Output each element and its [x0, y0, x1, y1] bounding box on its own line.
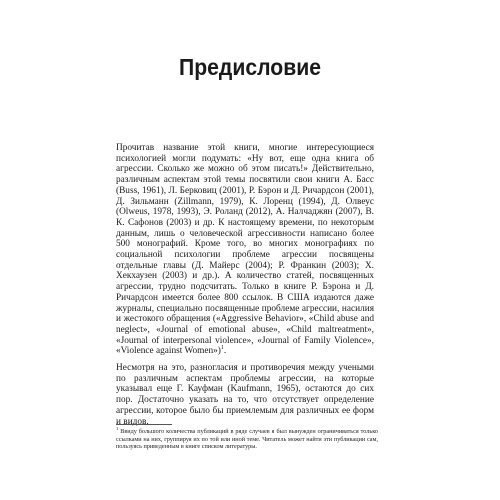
footnote-text: Ввиду большого количества публикаций в ряде случаев я был вынужден ограничиваться только ссылками на них, группируя их по той или иной теме. Читатель может найти эти публикации сам, пользуясь приведенным в книге списком литературы.	[116, 428, 378, 451]
footnote-divider	[116, 424, 172, 425]
footnote-ref: 1	[220, 345, 224, 352]
page-title: Предисловие	[179, 54, 321, 80]
paragraph-1-text: Прочитав название этой книги, многие интересующиеся психологией могли подумать: «Ну вот, еще одна книга об агрессии. Сколько же можно об этом писать!» Действительно, различным аспектам этой темы посвятили свои книги А. Басс (Buss, 1961), Л. Берковиц (2001), Р. Бэрон и Д. Ричардсон (2001), Д. Зильманн (Zillmann, 1979), К. Лоренц (1994), Д. Олвеус (Olweus, 1978, 1993), Э. Роланд (2012), А. Налчаджян (2007), В. К. Сафонов (2003) и др. К настоящему времени, по некоторым данным, лишь о человеческой агрессивности написано более 500 монографий. Кроме того, во многих монографиях по социальной психологии проблеме агрессии посвящены отдельные главы (Д. Майерс (2004); Р. Франкин (2003); Х. Хекхаузен (2003) и др.). А количество статей, посвященных агрессии, трудно подсчитать. Только в книге Р. Бэрона и Д. Ричардсон имеется более 800 ссылок. В США издаются даже журналы, специально посвященные проблеме агрессии, насилия и жестокого обращения («Aggressive Behavior», «Child abuse and neglect», «Journal of emotional abuse», «Child maltreatment», «Journal of interpersonal violence», «Journal of Family Violence», «Violence against Women»)	[116, 143, 374, 357]
paragraph-1	[116, 143, 374, 357]
body-text	[116, 143, 374, 427]
paragraph-1-end: .	[223, 346, 227, 357]
paragraph-2: Несмотря на это, разногласия и противоречия между учеными по различным аспектам проблемы агрессии, на которые указывал еще Г. Кауфман (Kaufmann, 1965), остаются до сих пор. Достаточно указать на то, что отсутствует определение агрессии, которое было бы приемлемым для различных ее форм и видов.	[116, 363, 374, 427]
footnote-marker: 1	[116, 425, 119, 431]
footnote	[116, 425, 378, 451]
